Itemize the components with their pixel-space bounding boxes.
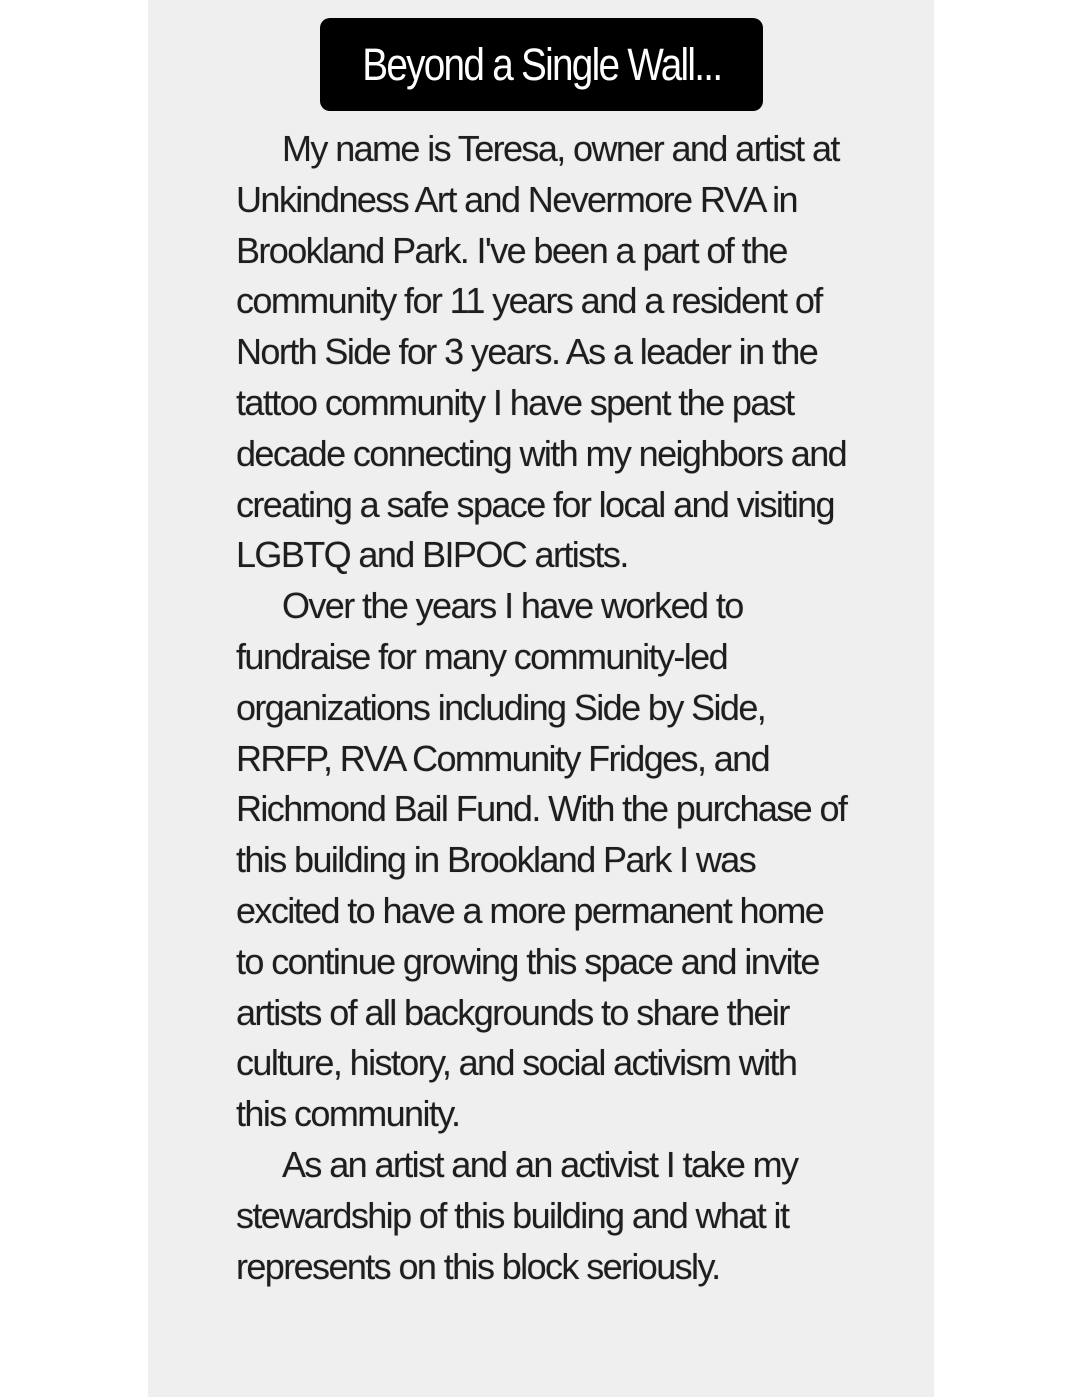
- paragraph-1-line: community for 11 years and a resident of: [236, 280, 822, 322]
- paragraph-2-line: to continue growing this space and invite: [236, 940, 819, 982]
- paragraph-1-line: My name is Teresa, owner and artist at: [282, 128, 839, 169]
- paragraph-2-line: RRFP, RVA Community Fridges, and: [236, 737, 770, 779]
- statement-body: [236, 124, 876, 1292]
- paragraph-2-line: this building in Brookland Park I was: [236, 839, 756, 881]
- paragraph-1-line: creating a safe space for local and visiting: [236, 483, 834, 525]
- page-title: Beyond a Single Wall...: [361, 38, 722, 90]
- paragraph-1-line: North Side for 3 years. As a leader in the: [236, 331, 818, 373]
- paragraph-1-line: decade connecting with my neighbors and: [236, 432, 847, 474]
- paragraph-2-line: organizations including Side by Side,: [236, 686, 766, 728]
- paragraph-2-line: Over the years I have worked to: [282, 585, 743, 627]
- title-banner: [320, 18, 763, 111]
- paragraph-1-line: LGBTQ and BIPOC artists.: [236, 534, 628, 576]
- paragraph-1-line: Brookland Park. I've been a part of the: [236, 229, 787, 271]
- paragraph-2-line: artists of all backgrounds to share their: [236, 991, 789, 1033]
- paragraph-2-line: Richmond Bail Fund. With the purchase of: [236, 788, 847, 830]
- paragraph-2-line: excited to have a more permanent home: [236, 889, 824, 931]
- paragraph-3-line: As an artist and an activist I take my: [282, 1143, 798, 1185]
- paragraph-3-line: represents on this block seriously.: [236, 1245, 720, 1287]
- paragraph-1-line: Unkindness Art and Nevermore RVA in: [236, 178, 797, 220]
- paragraph-3-line: stewardship of this building and what it: [236, 1194, 789, 1236]
- paragraph-2-line: this community.: [236, 1093, 460, 1135]
- paragraph-2-line: fundraise for many community-led: [236, 635, 728, 677]
- paragraph-2-line: culture, history, and social activism with: [236, 1042, 797, 1084]
- paragraph-1-line: tattoo community I have spent the past: [236, 381, 794, 423]
